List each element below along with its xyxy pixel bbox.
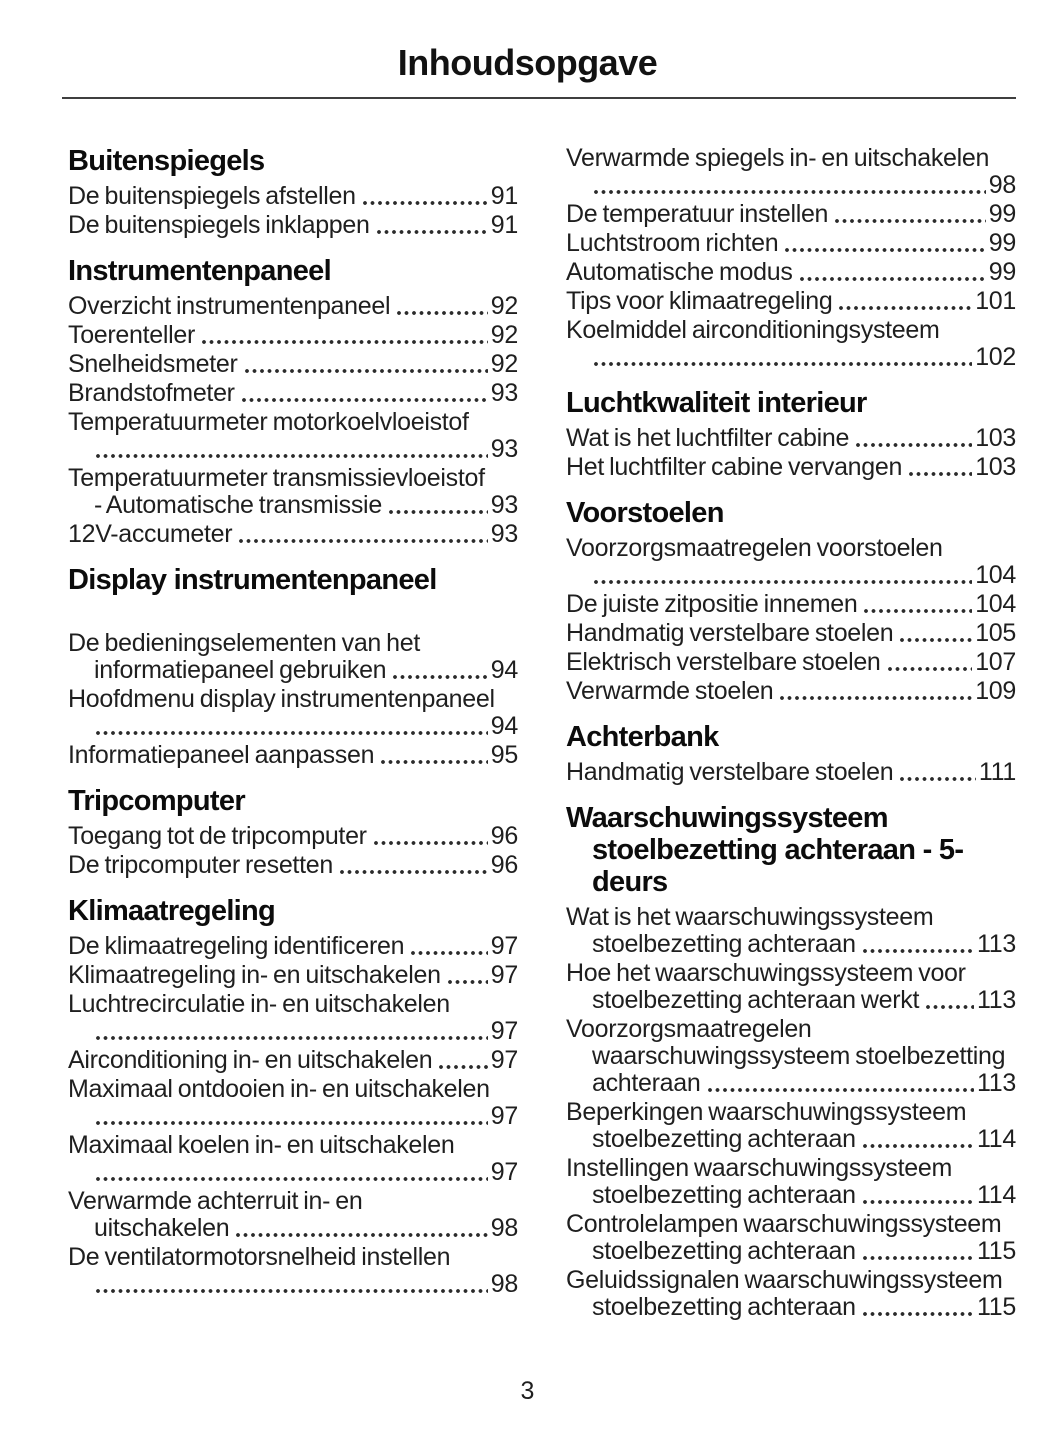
entry-page-number: 113 bbox=[977, 1069, 1016, 1097]
toc-section bbox=[68, 564, 518, 769]
entry-page-number: 107 bbox=[975, 648, 1016, 676]
toc-entry-line bbox=[566, 145, 1016, 172]
entry-page-number: 95 bbox=[490, 741, 518, 769]
entry-page-number: 97 bbox=[490, 961, 518, 989]
section-heading: Tripcomputer bbox=[68, 785, 245, 817]
dot-leader bbox=[96, 1176, 488, 1182]
toc-entry-line bbox=[68, 686, 518, 713]
entry-text: De tripcomputer resetten bbox=[68, 851, 333, 879]
toc-entry-line bbox=[566, 1238, 1016, 1265]
entry-text: waarschuwingssysteem stoelbezetting bbox=[592, 1042, 1006, 1070]
entry-text: De ventilatormotorsnelheid instellen bbox=[68, 1243, 451, 1271]
toc-entry[interactable] bbox=[68, 1047, 518, 1074]
toc-section bbox=[566, 497, 1016, 705]
toc-entry-line bbox=[68, 492, 518, 519]
entry-text: Hoofdmenu display instrumentenpaneel bbox=[68, 685, 495, 713]
toc-entry[interactable] bbox=[566, 145, 1016, 199]
toc-entry[interactable] bbox=[68, 351, 518, 378]
toc-entry[interactable] bbox=[566, 1099, 1016, 1153]
toc-section bbox=[68, 785, 518, 879]
section-heading: Achterbank bbox=[566, 721, 719, 753]
dot-leader bbox=[888, 666, 973, 672]
toc-entry-line bbox=[68, 521, 518, 548]
entry-text: Klimaatregeling in- en uitschakelen bbox=[68, 961, 441, 989]
entry-page-number: 93 bbox=[490, 491, 518, 519]
toc-entry-line bbox=[68, 1076, 518, 1103]
toc-section bbox=[68, 145, 518, 239]
toc-entry[interactable] bbox=[68, 742, 518, 769]
toc-entry[interactable] bbox=[566, 535, 1016, 589]
dot-leader bbox=[448, 979, 488, 985]
dot-leader bbox=[780, 695, 972, 701]
dot-leader bbox=[393, 674, 487, 680]
toc-entry[interactable] bbox=[68, 380, 518, 407]
toc-entry-line bbox=[68, 962, 518, 989]
toc-entry[interactable] bbox=[566, 454, 1016, 481]
toc-entry[interactable] bbox=[68, 409, 518, 463]
dot-leader bbox=[96, 730, 488, 736]
entry-text: Elektrisch verstelbare stoelen bbox=[566, 648, 881, 676]
dot-leader bbox=[839, 305, 972, 311]
dot-leader bbox=[245, 368, 488, 374]
entry-text: Snelheidsmeter bbox=[68, 350, 238, 378]
entry-page-number: 96 bbox=[490, 822, 518, 850]
toc-section bbox=[566, 387, 1016, 481]
entry-text: Hoe het waarschuwingssysteem voor bbox=[566, 959, 966, 987]
entry-text: Handmatig verstelbare stoelen bbox=[566, 758, 894, 786]
entry-page-number: 97 bbox=[490, 1017, 518, 1045]
entry-page-number: 97 bbox=[490, 932, 518, 960]
dot-leader bbox=[340, 869, 488, 875]
toc-entry[interactable] bbox=[68, 630, 518, 684]
entry-text: De juiste zitpositie innemen bbox=[566, 590, 858, 618]
entry-text: Koelmiddel airconditioningsysteem bbox=[566, 316, 940, 344]
entry-text: stoelbezetting achteraan bbox=[592, 1125, 856, 1153]
entry-page-number: 115 bbox=[977, 1237, 1016, 1265]
toc-entry-line bbox=[68, 1271, 518, 1298]
entry-text: De buitenspiegels inklappen bbox=[68, 211, 370, 239]
toc-entry[interactable] bbox=[68, 521, 518, 548]
toc-entry[interactable] bbox=[68, 686, 518, 740]
toc-entry-line bbox=[566, 759, 1016, 786]
entry-page-number: 93 bbox=[490, 379, 518, 407]
entry-page-number: 96 bbox=[490, 851, 518, 879]
toc-entry[interactable] bbox=[68, 322, 518, 349]
toc-entry[interactable] bbox=[68, 212, 518, 239]
entry-text: Verwarmde spiegels in- en uitschakelen bbox=[566, 144, 990, 172]
entry-page-number: 105 bbox=[975, 619, 1016, 647]
toc-entry[interactable] bbox=[566, 591, 1016, 618]
toc-section bbox=[68, 255, 518, 548]
toc-entry-line bbox=[68, 409, 518, 436]
toc-entry[interactable] bbox=[566, 1211, 1016, 1265]
toc-entry-line bbox=[566, 591, 1016, 618]
toc-entry-line bbox=[566, 1267, 1016, 1294]
entry-text: stoelbezetting achteraan bbox=[592, 1293, 856, 1321]
entry-page-number: 97 bbox=[490, 1158, 518, 1186]
dot-leader bbox=[96, 453, 488, 459]
toc-entry-line bbox=[566, 1043, 1016, 1070]
toc-entry-line bbox=[566, 987, 1016, 1014]
entry-text: Verwarmde stoelen bbox=[566, 677, 774, 705]
entry-text: Voorzorgsmaatregelen voorstoelen bbox=[566, 534, 943, 562]
toc-entry[interactable] bbox=[566, 201, 1016, 228]
toc-column-left bbox=[68, 145, 518, 1323]
toc-section bbox=[68, 895, 518, 1298]
dot-leader bbox=[900, 776, 976, 782]
toc-entry[interactable] bbox=[566, 1155, 1016, 1209]
toc-entry-line bbox=[68, 380, 518, 407]
entry-page-number: 91 bbox=[490, 182, 518, 210]
toc-entry[interactable] bbox=[68, 962, 518, 989]
entry-page-number: 92 bbox=[490, 292, 518, 320]
toc-entry-line bbox=[566, 172, 1016, 199]
toc-entry-line bbox=[68, 742, 518, 769]
entry-page-number: 104 bbox=[975, 561, 1016, 589]
entry-page-number: 97 bbox=[490, 1046, 518, 1074]
entry-text: Geluidssignalen waarschuwingssysteem bbox=[566, 1266, 1003, 1294]
toc-entry[interactable] bbox=[68, 1076, 518, 1130]
toc-entry-line bbox=[68, 1188, 518, 1215]
toc-entry-line bbox=[566, 562, 1016, 589]
toc-entry-line bbox=[566, 454, 1016, 481]
entry-page-number: 99 bbox=[988, 258, 1016, 286]
entry-page-number: 93 bbox=[490, 435, 518, 463]
toc-entry-line bbox=[566, 904, 1016, 931]
toc-entry-line bbox=[68, 436, 518, 463]
toc-entry-line bbox=[68, 322, 518, 349]
toc-entry[interactable] bbox=[566, 1016, 1016, 1097]
entry-text: Luchtrecirculatie in- en uitschakelen bbox=[68, 990, 450, 1018]
entry-text: Luchtstroom richten bbox=[566, 229, 779, 257]
dot-leader bbox=[594, 361, 972, 367]
toc-entry[interactable] bbox=[566, 1267, 1016, 1321]
entry-text: Automatische modus bbox=[566, 258, 793, 286]
dot-leader bbox=[96, 1288, 488, 1294]
entry-page-number: 91 bbox=[490, 211, 518, 239]
entry-text: Beperkingen waarschuwingssysteem bbox=[566, 1098, 967, 1126]
toc-entry-line bbox=[68, 212, 518, 239]
entry-text: Brandstofmeter bbox=[68, 379, 235, 407]
dot-leader bbox=[900, 637, 972, 643]
toc-entry[interactable] bbox=[566, 649, 1016, 676]
entry-page-number: 99 bbox=[988, 200, 1016, 228]
toc-entry-line bbox=[566, 1211, 1016, 1238]
toc-entry-line bbox=[68, 293, 518, 320]
entry-page-number: 92 bbox=[490, 321, 518, 349]
entry-page-number: 101 bbox=[975, 287, 1016, 315]
section-heading: Instrumentenpaneel bbox=[68, 255, 331, 287]
entry-text: stoelbezetting achteraan bbox=[592, 1181, 856, 1209]
dot-leader bbox=[594, 189, 986, 195]
entry-text: stoelbezetting achteraan bbox=[592, 1237, 856, 1265]
dot-leader bbox=[242, 397, 488, 403]
toc-entry-line bbox=[68, 991, 518, 1018]
entry-text: Het luchtfilter cabine vervangen bbox=[566, 453, 903, 481]
entry-page-number: 115 bbox=[977, 1293, 1016, 1321]
section-heading: Klimaatregeling bbox=[68, 895, 276, 927]
toc-entry[interactable] bbox=[566, 425, 1016, 452]
toc-entry[interactable] bbox=[68, 183, 518, 210]
dot-leader bbox=[96, 1120, 488, 1126]
entry-text: - Automatische transmissie bbox=[94, 491, 382, 519]
entry-text: Airconditioning in- en uitschakelen bbox=[68, 1046, 433, 1074]
toc-entry[interactable] bbox=[68, 933, 518, 960]
toc-entry-line bbox=[566, 620, 1016, 647]
entry-text: stoelbezetting achteraan bbox=[592, 930, 856, 958]
toc-entry-line bbox=[68, 183, 518, 210]
toc-entry[interactable] bbox=[566, 960, 1016, 1014]
toc-entry[interactable] bbox=[566, 288, 1016, 315]
toc-entry-line bbox=[68, 657, 518, 684]
dot-leader bbox=[863, 1255, 974, 1261]
toc-section bbox=[566, 721, 1016, 786]
entry-text: Controlelampen waarschuwingssysteem bbox=[566, 1210, 1002, 1238]
entry-text: Tips voor klimaatregeling bbox=[566, 287, 833, 315]
dot-leader bbox=[800, 276, 986, 282]
toc-entry-line bbox=[68, 351, 518, 378]
toc-columns bbox=[0, 99, 1055, 1323]
dot-leader bbox=[202, 339, 488, 345]
toc-entry[interactable] bbox=[566, 259, 1016, 286]
toc-entry-line bbox=[68, 1018, 518, 1045]
entry-page-number: 102 bbox=[975, 343, 1016, 371]
dot-leader bbox=[397, 310, 488, 316]
dot-leader bbox=[411, 950, 488, 956]
page-title: Inhoudsopgave bbox=[397, 42, 658, 83]
section-heading: Voorstoelen bbox=[566, 497, 724, 529]
page-number: 3 bbox=[520, 1377, 535, 1405]
toc-entry-line bbox=[566, 344, 1016, 371]
toc-entry-line bbox=[566, 649, 1016, 676]
toc-entry-line bbox=[566, 288, 1016, 315]
entry-text: Handmatig verstelbare stoelen bbox=[566, 619, 894, 647]
entry-page-number: 93 bbox=[490, 520, 518, 548]
toc-entry-line bbox=[68, 823, 518, 850]
dot-leader bbox=[835, 218, 986, 224]
toc-entry[interactable] bbox=[68, 852, 518, 879]
entry-page-number: 103 bbox=[975, 424, 1016, 452]
entry-text: Temperatuurmeter motorkoelvloeistof bbox=[68, 408, 469, 436]
entry-page-number: 109 bbox=[975, 677, 1016, 705]
dot-leader bbox=[863, 1311, 974, 1317]
dot-leader bbox=[708, 1087, 975, 1093]
toc-section bbox=[566, 802, 1016, 1321]
entry-text: Instellingen waarschuwingssysteem bbox=[566, 1154, 953, 1182]
entry-text: Overzicht instrumentenpaneel bbox=[68, 292, 391, 320]
entry-page-number: 98 bbox=[988, 171, 1016, 199]
entry-text: informatiepaneel gebruiken bbox=[94, 656, 387, 684]
entry-page-number: 99 bbox=[988, 229, 1016, 257]
toc-entry[interactable] bbox=[68, 465, 518, 519]
entry-text: De temperatuur instellen bbox=[566, 200, 829, 228]
entry-page-number: 114 bbox=[977, 1125, 1016, 1153]
toc-entry-line bbox=[566, 1070, 1016, 1097]
section-heading: Luchtkwaliteit interieur bbox=[566, 387, 867, 419]
dot-leader bbox=[856, 442, 972, 448]
entry-text: Maximaal ontdooien in- en uitschakelen bbox=[68, 1075, 490, 1103]
toc-entry[interactable] bbox=[68, 1244, 518, 1298]
page-header bbox=[0, 0, 1055, 84]
toc-entry-line bbox=[566, 201, 1016, 228]
dot-leader bbox=[377, 229, 488, 235]
entry-page-number: 111 bbox=[978, 758, 1016, 786]
toc-entry-line bbox=[68, 465, 518, 492]
entry-text: Informatiepaneel aanpassen bbox=[68, 741, 375, 769]
entry-text: achteraan bbox=[592, 1069, 701, 1097]
dot-leader bbox=[236, 1232, 487, 1238]
section-heading: Display instrumentenpaneel bbox=[68, 564, 437, 596]
entry-page-number: 113 bbox=[977, 930, 1016, 958]
dot-leader bbox=[864, 608, 972, 614]
toc-entry-line bbox=[68, 852, 518, 879]
entry-text: Toegang tot de tripcomputer bbox=[68, 822, 367, 850]
dot-leader bbox=[785, 247, 985, 253]
toc-entry[interactable] bbox=[566, 678, 1016, 705]
entry-text: De bedieningselementen van het bbox=[68, 629, 421, 657]
toc-entry[interactable] bbox=[68, 293, 518, 320]
toc-entry-line bbox=[68, 630, 518, 657]
dot-leader bbox=[381, 759, 488, 765]
toc-entry[interactable] bbox=[566, 620, 1016, 647]
toc-entry-line bbox=[566, 678, 1016, 705]
dot-leader bbox=[374, 840, 488, 846]
toc-entry-line bbox=[68, 1244, 518, 1271]
dot-leader bbox=[863, 1199, 974, 1205]
dot-leader bbox=[863, 1143, 974, 1149]
toc-entry-line bbox=[566, 259, 1016, 286]
toc-entry-line bbox=[566, 1155, 1016, 1182]
toc-entry[interactable] bbox=[68, 823, 518, 850]
toc-section bbox=[566, 145, 1016, 371]
toc-entry[interactable] bbox=[68, 1132, 518, 1186]
entry-page-number: 97 bbox=[490, 1102, 518, 1130]
entry-text: stoelbezetting achteraan werkt bbox=[592, 986, 920, 1014]
entry-page-number: 98 bbox=[490, 1214, 518, 1242]
entry-text: Verwarmde achterruit in- en bbox=[68, 1187, 363, 1215]
section-heading: Waarschuwingssysteem stoelbezetting achteraan - 5-deurs bbox=[566, 802, 964, 898]
entry-page-number: 113 bbox=[977, 986, 1016, 1014]
toc-entry-line bbox=[566, 1182, 1016, 1209]
toc-entry-line bbox=[566, 1294, 1016, 1321]
toc-entry[interactable] bbox=[566, 904, 1016, 958]
toc-entry[interactable] bbox=[68, 1188, 518, 1242]
toc-entry-line bbox=[566, 230, 1016, 257]
dot-leader bbox=[96, 1035, 488, 1041]
entry-text: Voorzorgsmaatregelen bbox=[566, 1015, 812, 1043]
toc-entry[interactable] bbox=[566, 230, 1016, 257]
entry-text: uitschakelen bbox=[94, 1214, 230, 1242]
entry-text: 12V-accumeter bbox=[68, 520, 233, 548]
entry-page-number: 104 bbox=[975, 590, 1016, 618]
toc-entry-line bbox=[566, 1016, 1016, 1043]
entry-page-number: 94 bbox=[490, 712, 518, 740]
toc-entry[interactable] bbox=[566, 759, 1016, 786]
dot-leader bbox=[389, 509, 488, 515]
toc-entry-line bbox=[68, 1132, 518, 1159]
entry-text: Toerenteller bbox=[68, 321, 196, 349]
toc-column-right bbox=[566, 145, 1016, 1323]
dot-leader bbox=[239, 538, 488, 544]
dot-leader bbox=[926, 1004, 974, 1010]
dot-leader bbox=[363, 200, 488, 206]
entry-page-number: 92 bbox=[490, 350, 518, 378]
entry-page-number: 114 bbox=[977, 1181, 1016, 1209]
toc-entry-line bbox=[566, 1126, 1016, 1153]
dot-leader bbox=[909, 471, 972, 477]
toc-entry-line bbox=[68, 933, 518, 960]
entry-page-number: 103 bbox=[975, 453, 1016, 481]
toc-entry-line bbox=[68, 713, 518, 740]
toc-entry-line bbox=[566, 425, 1016, 452]
entry-page-number: 98 bbox=[490, 1270, 518, 1298]
entry-text: Maximaal koelen in- en uitschakelen bbox=[68, 1131, 455, 1159]
entry-page-number: 94 bbox=[490, 656, 518, 684]
toc-entry-line bbox=[566, 535, 1016, 562]
toc-entry-line bbox=[566, 1099, 1016, 1126]
section-heading: Buitenspiegels bbox=[68, 145, 265, 177]
toc-entry-line bbox=[68, 1047, 518, 1074]
toc-entry[interactable] bbox=[566, 317, 1016, 371]
entry-text: Wat is het waarschuwingssysteem bbox=[566, 903, 934, 931]
entry-text: Temperatuurmeter transmissievloeistof bbox=[68, 464, 485, 492]
dot-leader bbox=[863, 948, 974, 954]
entry-text: Wat is het luchtfilter cabine bbox=[566, 424, 850, 452]
toc-entry-line bbox=[566, 931, 1016, 958]
toc-entry-line bbox=[566, 317, 1016, 344]
dot-leader bbox=[594, 579, 972, 585]
toc-entry-line bbox=[566, 960, 1016, 987]
toc-entry-line bbox=[68, 1159, 518, 1186]
toc-entry[interactable] bbox=[68, 991, 518, 1045]
entry-text: De buitenspiegels afstellen bbox=[68, 182, 356, 210]
dot-leader bbox=[439, 1064, 487, 1070]
toc-entry-line bbox=[68, 1215, 518, 1242]
toc-entry-line bbox=[68, 1103, 518, 1130]
entry-text: De klimaatregeling identificeren bbox=[68, 932, 405, 960]
